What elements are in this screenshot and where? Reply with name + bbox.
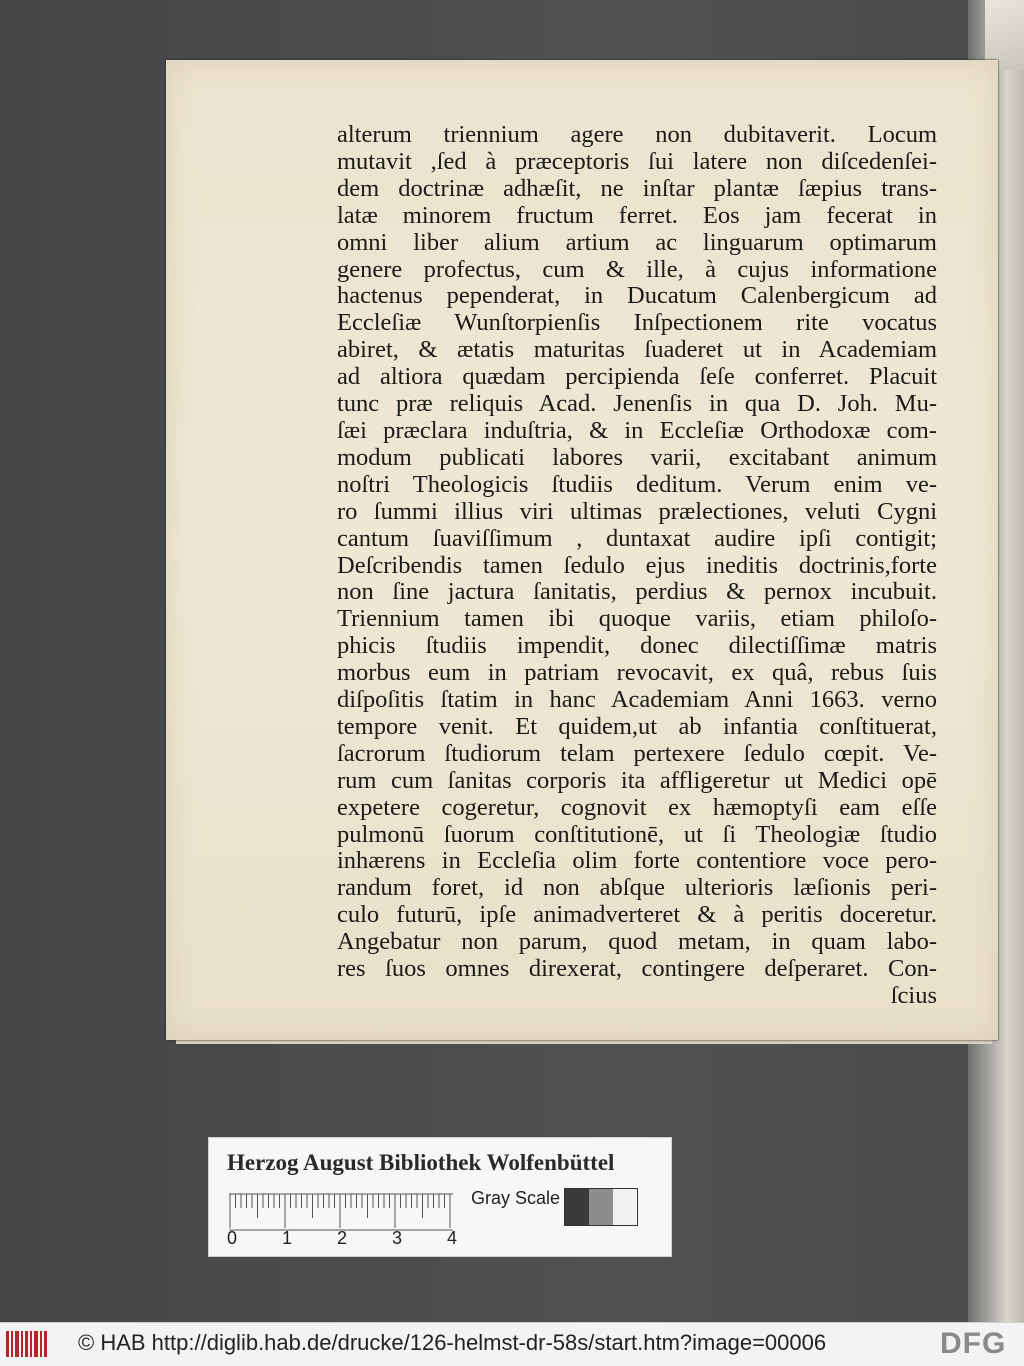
catchword: ſcius <box>890 982 937 1009</box>
gray-swatch-light <box>613 1189 637 1225</box>
text-line: Deſcribendis tamen ſedulo ejus ineditis doctrinis,forte <box>337 551 937 579</box>
barcode-icon <box>6 1331 48 1357</box>
text-line: mutavit ,ſed à præceptoris ſui latere non diſcedenſei- <box>337 147 937 175</box>
text-line: culo futurū, ipſe animadverteret & à peritis doceretur. <box>337 901 937 929</box>
viewer-footer <box>0 1322 1024 1366</box>
gray-swatch-mid <box>589 1189 613 1225</box>
text-line: ro ſummi illius viri ultimas prælectiones, veluti Cygni <box>337 497 937 525</box>
text-line: ſæi præclara induſtria, & in Eccleſiæ Orthodoxæ com- <box>337 416 937 444</box>
text-line: non ſine jactura ſanitatis, perdius & pernox incubuit. <box>337 578 937 606</box>
text-line: hactenus pependerat, in Ducatum Calenbergicum ad <box>337 282 937 310</box>
text-line: ſacrorum ſtudiorum telam pertexere ſedulo cœpit. Ve- <box>337 739 937 767</box>
gray-scale-label: Gray Scale <box>471 1188 561 1208</box>
text-line: pulmonū ſuorum conſtitutionē, ut ſi Theologiæ ſtudio <box>337 820 937 848</box>
text-line: inhærens in Eccleſia olim forte contentiore voce pero- <box>337 847 937 875</box>
text-line: ad altiora quædam percipienda ſeſe conferret. Placuit <box>337 363 937 391</box>
text-line: abiret, & ætatis maturitas ſuaderet ut in Academiam <box>337 336 937 364</box>
text-line: phicis ſtudiis impendit, donec dilectiſſimæ matris <box>337 632 937 660</box>
ruler-scale <box>229 1192 453 1232</box>
ruler-number: 2 <box>337 1228 348 1248</box>
library-name: Herzog August Bibliothek Wolfenbüttel <box>227 1150 615 1175</box>
library-color-card <box>208 1137 672 1257</box>
gray-swatch-dark <box>565 1189 589 1225</box>
dfg-logo: DFG <box>940 1327 1007 1360</box>
text-line: morbus eum in patriam revocavit, ex quâ, rebus ſuis <box>337 659 937 687</box>
text-line: alterum triennium agere non dubitaverit. Locum <box>337 121 937 148</box>
text-line: res ſuos omnes direxerat, contingere deſperaret. Con- <box>337 955 937 983</box>
text-line: tempore venit. Et quidem,ut ab infantia conſtituerat, <box>337 712 937 740</box>
text-line: Eccleſiæ Wunſtorpienſis Inſpectionem rite vocatus <box>337 309 937 337</box>
text-line: genere profectus, cum & ille, à cujus informatione <box>337 255 937 283</box>
ruler-number: 0 <box>227 1228 238 1248</box>
text-line: tunc præ reliquis Acad. Jenenſis in qua D. Joh. Mu- <box>337 390 937 418</box>
text-line: dem doctrinæ adhæſit, ne inſtar plantæ ſæpius trans- <box>337 174 937 202</box>
ruler-number: 4 <box>447 1228 458 1248</box>
text-line: randum foret, id non abſque ulterioris læſionis peri- <box>337 874 937 902</box>
text-line: Triennium tamen ibi quoque variis, etiam philoſo- <box>337 605 937 633</box>
text-line: Angebatur non parum, quod metam, in quam labo- <box>337 928 937 956</box>
copyright-link[interactable]: © HAB http://diglib.hab.de/drucke/126-helmst-dr-58s/start.htm?image=00006 <box>78 1330 827 1355</box>
text-line: noſtri Theologicis ſtudiis deditum. Verum enim ve- <box>337 470 937 498</box>
gray-scale-swatches <box>564 1188 638 1226</box>
text-line: modum publicati labores varii, excitabant animum <box>337 443 937 471</box>
text-line: expetere cogeretur, cognovit ex hæmoptyſi eam eſſe <box>337 793 937 821</box>
page-text-block <box>337 122 937 1010</box>
text-line: cantum ſuaviſſimum , duntaxat audire ipſi contigit; <box>337 524 937 552</box>
text-line: diſpoſitis ſtatim in hanc Academiam Anni 1663. verno <box>337 686 937 714</box>
ruler-number: 3 <box>392 1228 403 1248</box>
ruler-number: 1 <box>282 1228 293 1248</box>
text-line: omni liber alium artium ac linguarum optimarum <box>337 228 937 256</box>
text-line: latæ minorem fructum ferret. Eos jam fecerat in <box>337 201 937 229</box>
text-line: rum cum ſanitas corporis ita affligeretur ut Medici opē <box>337 766 937 794</box>
